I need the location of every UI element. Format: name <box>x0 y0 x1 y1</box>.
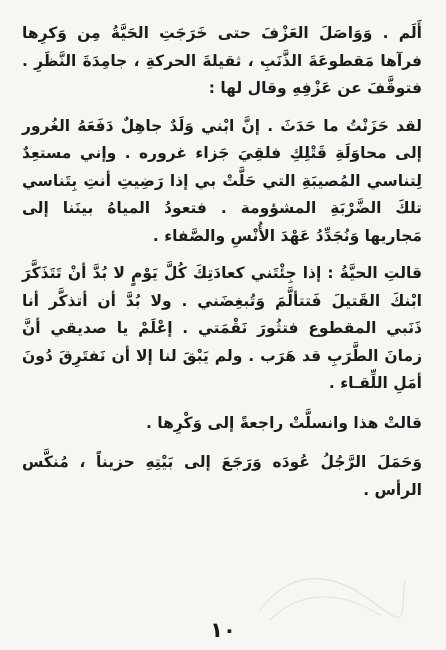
paragraph-5: وَحَمَلَ الرَّجُلُ عُودَه وَرَجَعَ إلى بَيْتِهِ حزيناً ، مُنكَّس الرأس . <box>22 453 422 499</box>
story-text <box>22 20 422 512</box>
paragraph-3: قالتِ الحيَّةُ : إذا جِئْتَني كعادَتِكَ كُلَّ يَوْمٍ لا بُدَّ أنْ تَتَذَكَّرَ ابْنكَ القَتيلَ فَتتألَّمَ وَتُبغِضَني . ولا بُدَّ أن أتذكَّر أنا ذَنَبي المقطوع فتثُورَ نَقْمَتي . إعْلَمْ يا صديقي أنَّ زمانَ الطَّرَبِ قد هَرَب . ولم يَبْقَ لنا إلا أن نَفتَرِقَ دُونَ أمَلِ اللِّقـاء . <box>22 264 422 392</box>
paragraph-4: قالتْ هذا وانسلَّتْ راجعةً إلى وَكْرِها . <box>146 413 422 432</box>
page-number: ١٠ <box>210 618 236 642</box>
paragraph-1: أَلَم . وَوَاصَلَ العَزْفَ حتى خَرَجَتِ الحَيَّةُ مِن وَكرِها فرآها مَقطوعَةَ الذَّنَبِ ، ثقيلةَ الحركةِ ، جامِدَةَ النَّظَرِ . فتوقَّفَ عن عَزْفِهِ وقال لها : <box>22 24 422 97</box>
paragraph-2: لقد حَزَنْتُ ما حَدَثَ . إنَّ ابْني وَلَدٌ جاهِلٌ دَفَعَهُ الغُرور إلى محاوَلَةِ قَتْلِكِ فلقِيَ جَزاء غروره . وإني مستعِدٌ لِتناسي المُصيبَةِ التي حَلَّتْ بي إذا رَضِيتِ أنتِ بِتَناسي تلكَ الضَّرْبَةِ المشؤومة . فتعودُ المياهُ بينَنا إلى مَجاريها وَنُجَدِّدُ عَهْدَ الأُنْسِ والصَّفاء . <box>22 116 422 245</box>
